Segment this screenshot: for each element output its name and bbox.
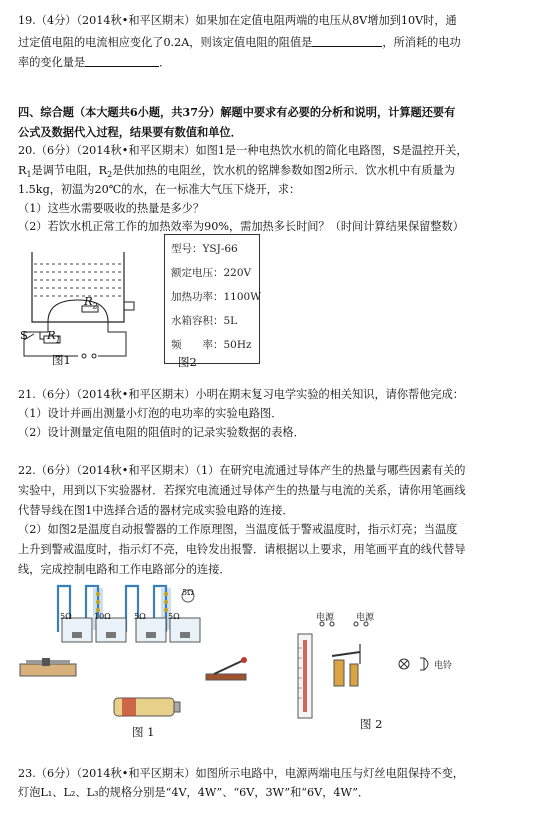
- q22-line1: 22.（6分）（2014秋•和平区期末）（1）在研究电流通过导体产生的热量与哪些因素有关的: [18, 464, 466, 477]
- q19-line2-tail: ，所消耗的电功: [382, 36, 461, 49]
- nameplate-power: 加热功率：1100W: [171, 291, 262, 303]
- nameplate-frequency: 频 率：50Hz: [171, 339, 252, 351]
- q22-bell-label: 电铃: [434, 661, 453, 671]
- q21-line1: 21.（6分）（2014秋•和平区期末）小明在期末复习电学实验的相关知识，请你帮他完成：: [18, 388, 464, 401]
- section4-heading-line1: 四、综合题（本大题共6小题，共37分）解题中要求有必要的分析和说明，计算题还要有: [18, 105, 456, 119]
- q22-line4: （2）如图2是温度自动报警器的工作原理图，当温度低于警戒温度时，指示灯亮；当温度: [18, 523, 458, 536]
- q20-fig1-caption: 图1: [52, 353, 71, 367]
- q19-line2-text: 过定值电阻的电流相应变化了0.2A，则该定值电阻的阻值是: [18, 36, 313, 49]
- q19-line3-tail: ．: [159, 56, 171, 69]
- q22-r-label-4: 5Ω: [168, 612, 180, 621]
- q19-line1: 19.（4分）（2014秋•和平区期末）如果加在定值电阻两端的电压从8V增加到10V时，通: [18, 14, 457, 27]
- q22-r-label-2: 10Ω: [94, 612, 111, 621]
- q20-fig2-nameplate: [164, 234, 260, 364]
- q22-r-label-1: 5Ω: [60, 612, 72, 621]
- q23-line1: 23.（6分）（2014秋•和平区期末）如图所示电路中，电源两端电压与灯丝电阻保持不变，: [18, 767, 464, 780]
- q22-fig2-caption: 图 2: [360, 717, 383, 731]
- q22-line3: 代替导线在图1中选择合适的器材完成实验电路的连接．: [18, 504, 294, 517]
- q20-line3: 1.5kg，初温为20℃的水，在一标准大气压下烧开，求：: [18, 183, 301, 196]
- q19-answer-blank-2[interactable]: [85, 55, 159, 67]
- nameplate-capacity: 水箱容积：5L: [171, 315, 238, 327]
- q22-line6: 线，完成控制电路和工作电路部分的连接．: [18, 563, 231, 576]
- q20-fig1-r2-label: $R_2$: [84, 294, 98, 311]
- nameplate-voltage: 额定电压：220V: [171, 267, 252, 279]
- q22-line5: 上升到警戒温度时，指示灯不亮，电铃发出报警．请根据以上要求，用笔画平直的线代替导: [18, 543, 466, 556]
- q19-line3: [18, 55, 538, 70]
- q20-fig1-s-label: S: [20, 328, 28, 342]
- q22-r-label-3: 5Ω: [134, 612, 146, 621]
- q20-line2-mid: 是调节电阻，R: [31, 164, 108, 177]
- q20-r2-subscript: 2: [107, 170, 113, 180]
- q20-sub1: （1）这些水需要吸收的热量是多少？: [18, 202, 205, 215]
- q20-fig2-caption: 图2: [178, 355, 197, 369]
- q19-line2: [18, 35, 538, 50]
- q20-r1-symbol: R: [18, 164, 27, 177]
- q20-line1: 20.（6分）（2014秋•和平区期末）如图1是一种电热饮水机的简化电路图，S是温控开关，: [18, 144, 468, 157]
- q19-answer-blank-1[interactable]: [312, 35, 382, 47]
- q22-power-label-2: 电源: [356, 613, 375, 623]
- q20-fig1-r1-label: $R_1$: [47, 328, 61, 345]
- q22-power-label-1: 电源: [316, 613, 335, 623]
- nameplate-model: 型号：YSJ-66: [171, 243, 238, 255]
- q20-line2: [18, 164, 538, 182]
- q22-r-label-top: 5Ω: [182, 588, 194, 597]
- q20-sub2: （2）若饮水机正常工作的加热效率为90%，需加热多长时间？（时间计算结果保留整数）: [18, 220, 464, 233]
- q23-line2: 灯泡L₁、L₂、L₃的规格分别是“4V，4W”、“6V，3W”和“6V，4W”．: [18, 786, 370, 799]
- q21-sub1: （1）设计并画出测量小灯泡的电功率的实验电路图．: [18, 407, 283, 420]
- q20-line2-rest: 是供加热的电阻丝，饮水机的铭牌参数如图2所示．饮水机中有质量为: [112, 164, 455, 177]
- q20-r1-subscript: 1: [26, 170, 32, 180]
- q22-fig1-equipment: [18, 580, 278, 730]
- q22-line2: 实验中，用到以下实验器材．若探究电流通过导体产生的热量与电流的关系，请你用笔画线: [18, 484, 466, 497]
- q22-fig1-caption: 图 1: [132, 725, 155, 739]
- q21-sub2: （2）设计测量定值电阻的阻值时的记录实验数据的表格．: [18, 426, 305, 439]
- q19-line3-text: 率的变化量是: [18, 56, 86, 69]
- section4-heading-line2: 公式及数据代入过程，结果要有数值和单位．: [18, 125, 242, 139]
